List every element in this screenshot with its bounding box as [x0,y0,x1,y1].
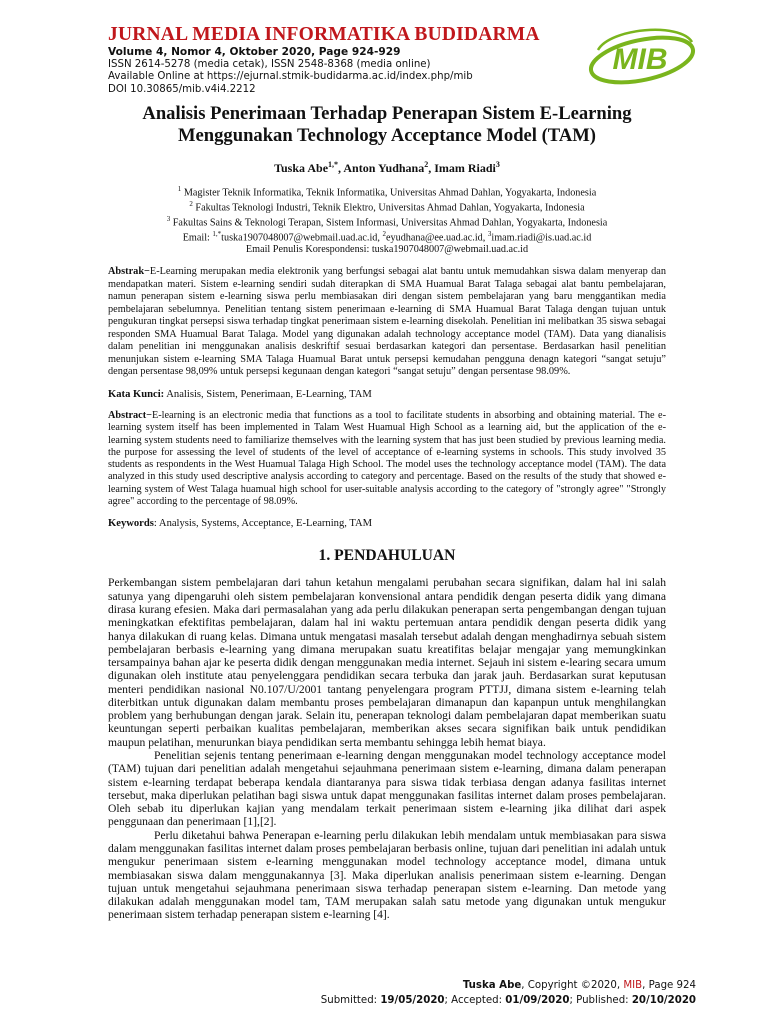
footer-dates: Submitted: 19/05/2020; Accepted: 01/09/2020; Published: 20/10/2020 [320,995,696,1006]
kata-kunci-label: Kata Kunci: [108,389,165,400]
journal-header [108,24,540,96]
authors: Tuska Abe$^{1,*}$, Anton Yudhana$^2$, Imam Riadi$^3$ [274,160,500,175]
journal-issn: ISSN 2614-5278 (media cetak), ISSN 2548-8368 (media online) [108,58,431,70]
affiliations [108,184,666,256]
logo-text: MIB [612,43,668,76]
author-2: Anton Yudhana [343,161,425,175]
kata-kunci [108,388,666,401]
affiliation-3: $^3$ Fakultas Sains & Teknologi Terapan, Sistem Informasi, Universitas Ahmad Dahlan, Yogyakarta, Indonesia [166,215,608,229]
kata-kunci-text: Analisis, Sistem, Penerimaan, E-Learning, TAM [164,389,372,400]
paper-title-line1: Analisis Penerimaan Terhadap Penerapan Sistem E-Learning [142,103,632,124]
journal-doi: DOI 10.30865/mib.v4i4.2212 [108,83,256,95]
abstract-paragraph [108,410,666,508]
paper-title-line2: Menggunakan Technology Acceptance Model (TAM) [177,125,596,146]
abstrak-paragraph [108,266,666,379]
paragraph-1: Perkembangan sistem pembelajaran dari tahun ketahun mengalami perubahan secara signifikan, dalam hal ini salah satunya yang dipengaruhi oleh sistem pembelajaran konvensional antara pendidik dengan peserta didik yang dimana dirasa kurang efesien. Maka dari permasalahan yang ada perlu dilakukan penerapan serta pengembangan dengan tujuan meningkatkan efektifitas pembelajaran, dalam hal ini waktu pertemuan antara pendidik dengan peserta didik yang hanya dilakukan di ruang kelas. Dimana untuk mengatasi masalah tersebut adalah dengan menghadirnya sebuah sistem pembelajaran berbasis e-learning yang dimana merupakan suatu kreatifitas belajar mengajar yang memungkinkan tersampainya bahan ajar ke peserta didik dengan menggunakan media internet. Sejauh ini sistem e-learing secara umum digunakan oleh institute atau penyelenggara pendidikan secara terbuka dan jarak jauh. Berdasarkan surat keputusan menteri pendidikan nasional N0.107/U/2001 tantang penyelengara program PTTJJ, dimana sistem e-learning telah diterbitkan untuk digunakan dalam membantu proses pembelajaran dimanapun dan kapanpun untuk menghilangkan problem yang berhubungan dengan jarak. Selain itu, penerapan teknologi dalam pembelajaran dapat memberikan suatu keuntungan seperti perbaikan kualitas pembelajaran, memberikan akses secara signifikan baik untuk pendidikan maupun pelatihan, menurunkan biaya pendidikan serta membantu sehingga lebih hemat biaya. [108,576,666,749]
author-1: Tuska Abe [274,161,329,175]
paragraph-3: Perlu diketahui bahwa Penerapan e-learning perlu dilakukan lebih mendalam untuk membiasakan para siswa dalam menggunakan fasilitas internet dalam proses pembelajaran berbasis online, tujuan dari penelitian ini adalah untuk mengukur penerimaan sistem e-learning menggunakan model technology acceptance model, dimana untuk membiasakan siswa dalam menggunakannya [3]. Maka diperlukan analisis penerimaan sistem e-learning. Dengan tujuan untuk mengetahui sejauhmana penerimaan siswa terhadap penerapan sistem e-learning. Dan metode yang dilakukan adalah menggunakan model tam, TAM merupakan salah satu metode yang digunakan untuk mengukur penerimaan sistem terhadap penerapan sistem e-learning [4]. [108,828,666,922]
journal-logo [580,20,700,95]
abstrak-text: E-Learning merupakan media elektronik yang berfungsi sebagai alat bantu untuk memudahkan siswa dalam menyerap dan mendapatkan materi. Sistem e-learning sendiri sudah diterapkan di SMA Huamual Barat Talaga sebagai alat bantu pembelajaran, namun penerapan sistem e-learning siswa perlu membiasakan diri dengan sistem pembelajaran yang baru menggantikan media pembelajaran sebelumnya. Penelitian tentang sistem penerimaan e-learning di SMA Huamual Barat Talaga dengan tujuan untuk pengukuran tingkat persepsi siswa terhadap tingkat penerimaan sistem e-learning disekolah. Penelitian ini melibatkan 35 siswa sebagai responden SMA Huamual Barat Talaga. Model yang digunakan adalah technology acceptance model (TAM). Data yang dianalisis dalam penelitian ini menggunakan analisis deskriftif sesuai berdasarkan kategori dan persentase. Berdasarkan hasil penelitian menunjukan sistem e-learning SMA Talaga Huamual Barat untuk persepsi kemudahan pengguna denagn kategori “sangat setuju” dengan persentase 98,09% untuk persepsi kegunaan dengan kategori “sangat setuju” dengan persentase 98.09%. [108,266,666,378]
body-text [108,576,666,921]
abstrak-label: Abstrak− [108,266,150,278]
paragraph-2: Penelitian sejenis tentang penerimaan e-learning dengan menggunakan model technology acceptance model (TAM) tujuan dari penelitian adalah mengetahui sejauhmana penerimaan sistem e-learning, dimana dalam penerapan sistem e-learning terdapat beberapa kendala diantaranya para siswa tidak terbiasa dengan adanya fasilitas internet tersebut, maka diperlukan pelatihan bagi siswa untuk dapat menggunakan fasilitas internet dalam proses pembelajaran. Oleh sebab itu diperlukan kajian yang mendalam terkait penerimaan sistem e-learning jika dilihat dari aspek penggunaan dan penerimaan [1],[2]. [108,749,666,829]
author-2-sup: 2 [424,160,429,169]
author-3-sup: 3 [495,160,500,169]
author-3: Imam Riadi [434,161,496,175]
corresponding-email: Email Penulis Korespondensi: tuska1907048007@webmail.uad.ac.id [245,244,529,256]
keywords-label: Keywords [108,518,154,530]
paper-content [108,100,666,922]
page-footer [321,978,696,1008]
abstract-label: Abstract− [108,410,152,421]
journal-title: JURNAL MEDIA INFORMATIKA BUDIDARMA [108,24,540,45]
affiliation-1: $^1$ Magister Teknik Informatika, Teknik Informatika, Universitas Ahmad Dahlan, Yogyakarta, Indonesia [177,185,597,199]
footer-copyright: Tuska Abe, Copyright ©2020, MIB, Page 924 [462,980,696,991]
abstract-text: E-learning is an electronic media that functions as a tool to facilitate students in absorbing and obtaining material. The e-learning system itself has been implemented in Talam West Huamual High School as a learning aid, but the application of the e-learning system students need to familiarize themselves with the learning system that has just been studied by previous learning media. the purpose for assessing the level of students of the level of acceptance of e-learning systems in schools. This study involved 35 students as respondents in the West Huamual Talaga High School. The model uses the technology acceptance model (TAM). The data analyzed in this study used descriptive analysis according to category and percentage. Based on the results of the study that showed e-learning system of West Talaga huamual high school for user-suitable analysis according to the category of "strongly agree" "Strongly agree" according to the percentage of 98.09%. [108,410,666,508]
journal-available-online: Available Online at https://ejurnal.stmik-budidarma.ac.id/index.php/mib [108,71,473,83]
keywords [108,517,666,530]
keywords-text: : Analysis, Systems, Acceptance, E-Learning, TAM [153,518,373,530]
paper-title [108,103,666,147]
author-emails: Email: $^{1,*}$tuska1907048007@webmail.uad.ac.id, $^2$eyudhana@ee.uad.ac.id, $^3$imam.riadi@is.uad.ac.id [182,230,592,244]
journal-volume: Volume 4, Nomor 4, Oktober 2020, Page 924-929 [108,46,401,58]
affiliation-2: $^2$ Fakultas Teknologi Industri, Teknik Elektro, Universitas Ahmad Dahlan, Yogyakarta, Indonesia [189,200,585,214]
section-heading-pendahuluan: 1. PENDAHULUAN [318,547,456,565]
author-1-sup: 1,* [328,160,339,169]
